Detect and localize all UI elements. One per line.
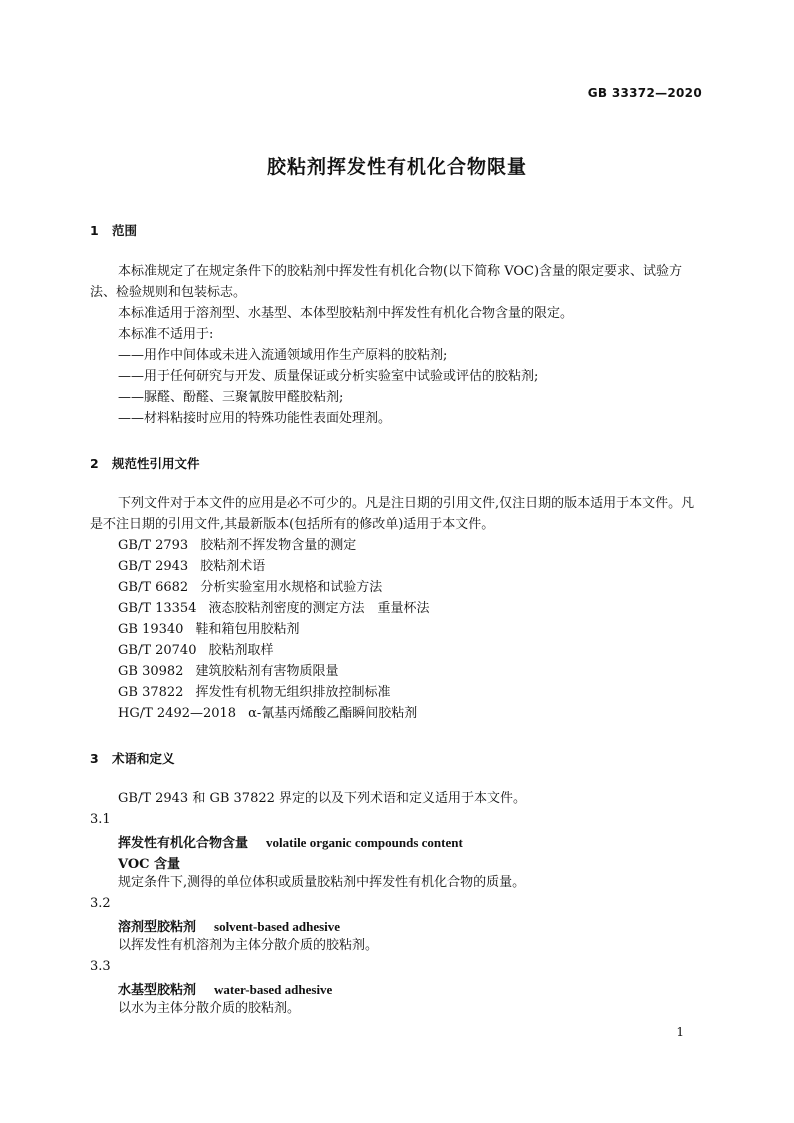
term-heading bbox=[118, 979, 332, 998]
list-item: ——用于任何研究与开发、质量保证或分析实验室中试验或评估的胶粘剂; bbox=[118, 369, 539, 384]
section-number: 1 bbox=[90, 223, 99, 238]
reference-code: GB 37822 bbox=[118, 685, 184, 700]
term-zh: 溶剂型胶粘剂 bbox=[118, 920, 197, 935]
term-definition: 规定条件下,测得的单位体积或质量胶粘剂中挥发性有机化合物的质量。 bbox=[118, 875, 526, 890]
paragraph: 本标准适用于溶剂型、水基型、本体型胶粘剂中挥发性有机化合物含量的限定。 bbox=[118, 306, 574, 321]
reference-code: GB/T 2943 bbox=[118, 559, 189, 574]
section-number: 2 bbox=[90, 456, 99, 471]
document-title: 胶粘剂挥发性有机化合物限量 bbox=[266, 156, 527, 178]
reference-name: 液态胶粘剂密度的测定方法 重量杯法 bbox=[208, 601, 430, 616]
paragraph: GB/T 2943 和 GB 37822 界定的以及下列术语和定义适用于本文件。 bbox=[118, 791, 527, 806]
term-en: water-based adhesive bbox=[214, 982, 333, 997]
term-definition: 以挥发性有机溶剂为主体分散介质的胶粘剂。 bbox=[118, 938, 379, 953]
reference-code: GB/T 2793 bbox=[118, 538, 189, 553]
term-number: 3.2 bbox=[90, 896, 111, 911]
reference-code: GB 19340 bbox=[118, 622, 184, 637]
page-number: 1 bbox=[676, 1025, 684, 1039]
reference-code: GB/T 13354 bbox=[118, 601, 197, 616]
reference-item bbox=[118, 703, 417, 724]
term-heading bbox=[118, 832, 463, 851]
section-title: 规范性引用文件 bbox=[112, 456, 200, 471]
section-2-heading bbox=[90, 454, 200, 472]
reference-item bbox=[118, 661, 338, 682]
reference-name: 建筑胶粘剂有害物质限量 bbox=[195, 664, 339, 679]
term-heading bbox=[118, 916, 340, 935]
term-number: 3.3 bbox=[90, 959, 111, 974]
reference-name: 胶粘剂取样 bbox=[208, 643, 274, 658]
reference-item bbox=[118, 535, 356, 556]
reference-item bbox=[118, 556, 265, 577]
term-alias: VOC 含量 bbox=[118, 857, 181, 872]
reference-item bbox=[118, 598, 430, 619]
reference-name: 分析实验室用水规格和试验方法 bbox=[200, 580, 383, 595]
term-definition: 以水为主体分散介质的胶粘剂。 bbox=[118, 1001, 301, 1016]
reference-name: 胶粘剂不挥发物含量的测定 bbox=[200, 538, 357, 553]
paragraph: 下列文件对于本文件的应用是必不可少的。凡是注日期的引用文件,仅注日期的版本适用于本文件。凡是不注日期的引用文件,其最新版本(包括所有的修改单)适用于本文件。 bbox=[90, 496, 695, 532]
paragraph: 本标准规定了在规定条件下的胶粘剂中挥发性有机化合物(以下简称 VOC)含量的限定要求、试验方法、检验规则和包装标志。 bbox=[90, 264, 683, 300]
term-en: solvent-based adhesive bbox=[214, 919, 341, 934]
section-title: 范围 bbox=[112, 223, 138, 238]
reference-item bbox=[118, 640, 274, 661]
list-item: ——材料粘接时应用的特殊功能性表面处理剂。 bbox=[118, 411, 392, 426]
reference-item bbox=[118, 619, 299, 640]
paragraph: 本标准不适用于: bbox=[118, 327, 214, 342]
standard-number: GB 33372—2020 bbox=[587, 86, 702, 100]
list-item: ——脲醛、酚醛、三聚氰胺甲醛胶粘剂; bbox=[118, 390, 344, 405]
reference-item bbox=[118, 577, 382, 598]
section-1-heading bbox=[90, 221, 137, 239]
section-title: 术语和定义 bbox=[112, 751, 175, 766]
reference-code: GB/T 6682 bbox=[118, 580, 189, 595]
term-en: volatile organic compounds content bbox=[266, 835, 463, 850]
reference-name: 鞋和箱包用胶粘剂 bbox=[195, 622, 300, 637]
term-zh: 挥发性有机化合物含量 bbox=[118, 836, 249, 851]
reference-item bbox=[118, 682, 390, 703]
reference-code: GB/T 20740 bbox=[118, 643, 197, 658]
term-number: 3.1 bbox=[90, 812, 111, 827]
reference-name: 胶粘剂术语 bbox=[200, 559, 266, 574]
reference-name: 挥发性有机物无组织排放控制标准 bbox=[195, 685, 391, 700]
reference-code: HG/T 2492—2018 bbox=[118, 706, 237, 721]
section-3-heading bbox=[90, 749, 175, 767]
list-item: ——用作中间体或未进入流通领域用作生产原料的胶粘剂; bbox=[118, 348, 448, 363]
section-number: 3 bbox=[90, 751, 99, 766]
term-zh: 水基型胶粘剂 bbox=[118, 983, 197, 998]
reference-name: α-氰基丙烯酸乙酯瞬间胶粘剂 bbox=[248, 706, 418, 721]
reference-code: GB 30982 bbox=[118, 664, 184, 679]
